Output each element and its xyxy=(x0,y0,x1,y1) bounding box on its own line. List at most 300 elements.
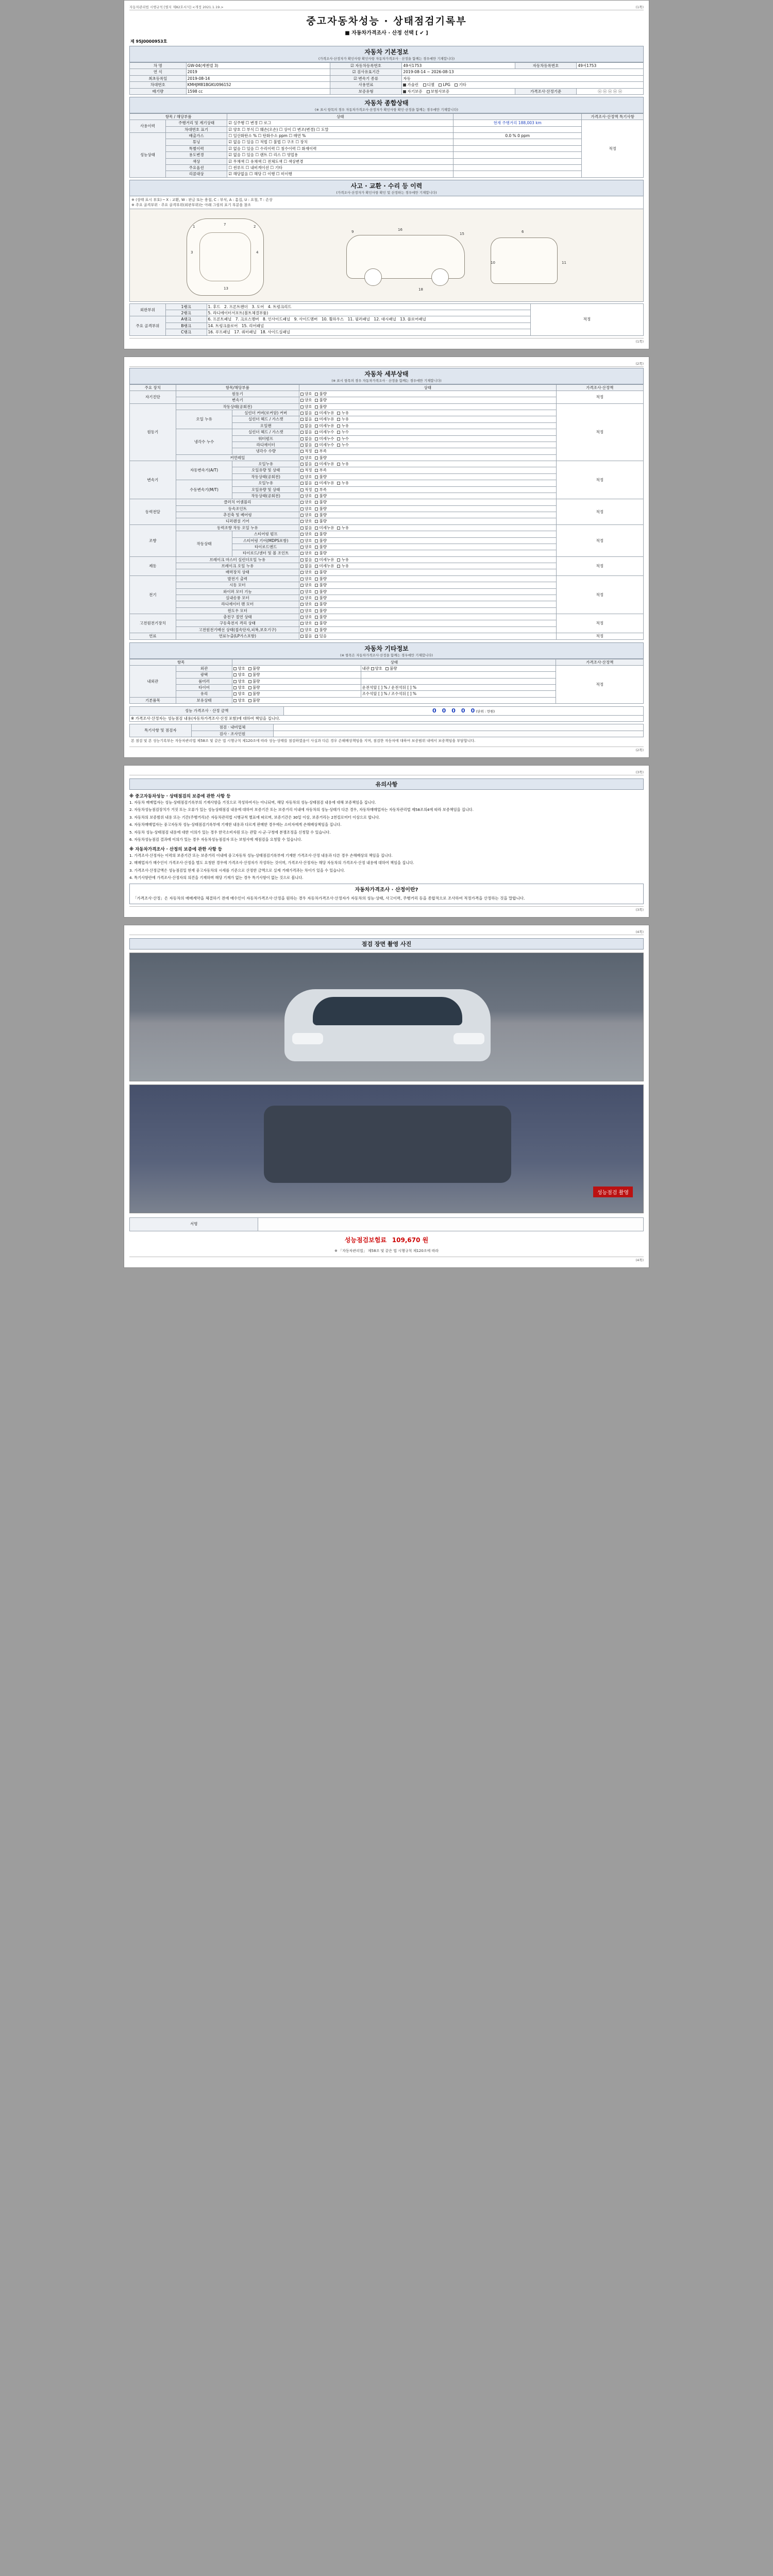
price-definition-box xyxy=(129,884,644,904)
part-label: 오일유량 및 상태 xyxy=(232,486,299,493)
table-row xyxy=(130,614,644,620)
table-header-row xyxy=(130,659,644,665)
part-label: 냉각수 수량 xyxy=(232,448,299,454)
inspector-label: 검사 · 조사인원 xyxy=(191,731,274,737)
page-number: (3쪽) xyxy=(635,770,644,774)
car-diagram-wheel-rear xyxy=(431,268,449,286)
rank-label: C랭크 xyxy=(165,329,207,335)
table-row xyxy=(130,126,644,132)
diagram-marker: 10 xyxy=(491,260,495,265)
form-legal-reference: 자동차관리법 시행규칙 [별지 제82호서식] <개정 2021.1.19.> xyxy=(129,5,224,9)
part-label: 배력장치 상태 xyxy=(176,569,299,575)
price-disclaimer: ※ 가격조사·산정자는 성능점검 내용(자동차가격조사·산정 포함)에 대하여 책임을 집니다. xyxy=(130,715,644,721)
row-state[interactable]: ☐ 일산화탄소 % ☐ 탄화수소 ppm ☐ 매연 % xyxy=(227,133,453,139)
group-note: 적정 xyxy=(556,614,644,633)
table-row xyxy=(130,1217,644,1231)
notice-item: 1. 가격조사·산정자는 이력의 보증기간 또는 보증거리 이내에 중고자동차 성능·상태점검기록부에 기재한 가격조사·산정 내용과 다른 경우 손해배상의 책임을 집니다. xyxy=(129,853,393,858)
table-row xyxy=(130,499,644,505)
col-header-state: 상태 xyxy=(227,113,453,120)
notice-item: 6. 자동차성능점검 결과에 이의가 있는 경우 자동차성능점검자 또는 보험사에 재점검을 요청할 수 있습니다. xyxy=(129,837,303,842)
state-options[interactable]: 없음 미세누유 누유 xyxy=(299,461,556,467)
state-options[interactable]: 양호 불량 xyxy=(232,665,361,671)
state-options[interactable]: 양호 불량 xyxy=(299,575,556,582)
table-row xyxy=(130,120,644,126)
photo-section-title: 점검 장면 촬영 사진 xyxy=(129,938,644,950)
group-label: 내외관 xyxy=(130,665,176,697)
table-row xyxy=(130,731,644,737)
state-options[interactable]: 없음 미세누유 누유 xyxy=(299,410,556,416)
row-extra xyxy=(453,164,582,171)
state-options[interactable]: 양호 불량 xyxy=(232,691,361,697)
state-options[interactable]: 양호 불량 xyxy=(299,397,556,403)
field-value: 2019-08-14 ~ 2026-08-13 xyxy=(402,69,644,75)
car-diagram-wheel-front xyxy=(364,268,382,286)
state-options[interactable]: 양호 불량 xyxy=(299,595,556,601)
detail-state-table xyxy=(129,384,644,640)
state-options-extra xyxy=(361,678,556,684)
row-state[interactable]: ☑ 없음 ☐ 있음 ☐ 렌트 ☐ 리스 ☐ 영업용 xyxy=(227,152,453,158)
group-note: 적정 xyxy=(556,556,644,575)
diagram-marker: 13 xyxy=(224,286,228,291)
rank-items: 14. 트렁크플로어 15. 리어패널 xyxy=(207,323,530,329)
row-label: 배출가스 xyxy=(165,133,227,139)
rank-label: 1랭크 xyxy=(165,303,207,310)
legal-statement: 본 점검 및 본 성능기록부는 자동차관리법 제58조 및 같은 법 시행규칙 제120조에 따라 성능·상태를 점검하였음이 사실과 다른 경우 손해배상책임을 지며, 점검한 자동차에 대하여 보증범위 내에서 보증책임을 부담합니다. xyxy=(131,739,476,743)
field-value: 2019 xyxy=(186,69,330,75)
section-detail-header xyxy=(129,368,644,384)
page-header xyxy=(129,929,644,935)
state-options[interactable]: 없음 미세누수 누수 xyxy=(299,435,556,442)
diagram-marker: 4 xyxy=(256,250,259,255)
col-header-item: 항목 / 해당부품 xyxy=(130,113,227,120)
row-label: 리콜대상 xyxy=(165,171,227,177)
price-table xyxy=(129,706,644,722)
row-label: 주행거리 및 계기상태 xyxy=(165,120,227,126)
part-label: 오일누유 xyxy=(232,480,299,486)
table-row xyxy=(130,665,644,671)
subgroup-label: 수동변속기(M/T) xyxy=(176,480,232,499)
part-label: 워터펌프 xyxy=(232,435,299,442)
row-group-label: 성능상태 xyxy=(130,133,166,178)
notice-title: 유의사항 xyxy=(129,778,644,790)
notice-item: 3. 가격조사·산정금액은 성능점검일 현재 중고자동차의 시세를 기준으로 산정한 금액으로 실제 거래가격과는 차이가 있을 수 있습니다. xyxy=(129,868,345,873)
part-label: 스티어링 펌프 xyxy=(232,531,299,537)
car-damage-diagram[interactable] xyxy=(129,209,644,302)
section-other-subtitle: (※ 항목은 자동차가격조사·산정을 함께는 경우에만 기재합니다) xyxy=(340,653,433,657)
state-options[interactable]: 양호 불량 xyxy=(299,582,556,588)
external-parts-label: 외판부위 xyxy=(130,303,166,316)
part-label: 변속기 xyxy=(176,397,299,403)
table-row xyxy=(130,707,644,716)
state-options[interactable]: 양호 불량 xyxy=(299,601,556,607)
table-row xyxy=(130,556,644,563)
field-label: ☑ 변속기 종류 xyxy=(330,75,402,81)
rank-items: 5. 라디에이터서포트(볼트체결부품) xyxy=(207,310,530,316)
mileage-value: 현재 주행거리 188,003 km xyxy=(453,120,582,126)
overall-state-table xyxy=(129,113,644,178)
rank-label: A랭크 xyxy=(165,316,207,323)
row-state[interactable]: ☑ 해당없음 ☐ 해당 ☐ 이행 ☐ 미이행 xyxy=(227,171,453,177)
diagram-marker: 3 xyxy=(191,250,193,255)
notice-item: 5. 자동차 성능·상태점검 내용에 대한 이의가 있는 경우 한국소비자원 또는 관할 시·군·구청에 분쟁조정을 신청할 수 있습니다. xyxy=(129,829,331,835)
state-options[interactable]: 양호 불량 xyxy=(299,544,556,550)
table-row xyxy=(130,171,644,177)
photo-overlay-text: 성능점검 촬영 xyxy=(593,1187,633,1197)
notice-item: 4. 특기사항란에 가격조사·산정자의 의견을 기재하며 해당 기재가 없는 경우 특기사항이 없는 것으로 봅니다. xyxy=(129,875,304,880)
field-label: 사용연료 xyxy=(330,82,402,88)
table-row xyxy=(130,715,644,721)
part-label: 작동상태(공회전) xyxy=(232,473,299,480)
accident-legend-line-1: ※ (상태 표시 부호) ─ X : 교환, W : 판금 또는 용접, C : 부식, A : 흠집, U : 요철, T : 손상 xyxy=(131,197,273,202)
part-label: 타이로드/센터 및 볼 조인트 xyxy=(232,550,299,556)
part-label: 디퍼렌셜 기어 xyxy=(176,518,299,524)
row-state[interactable]: ☑ 없음 ☐ 있음 ☐ 적법 ☐ 불법 ☐ 구조 ☐ 장치 xyxy=(227,139,453,145)
table-row xyxy=(130,633,644,639)
part-label: 실내송풍 모터 xyxy=(176,595,299,601)
table-header-row xyxy=(130,113,644,120)
section-overall-header xyxy=(129,97,644,113)
state-options[interactable]: 양호 불량 xyxy=(299,505,556,512)
page-number: (1쪽) xyxy=(635,5,644,9)
page-header xyxy=(129,770,644,775)
signature-label: 서명 xyxy=(130,1217,258,1231)
part-label: 발전기 출력 xyxy=(176,575,299,582)
col-header-extra xyxy=(453,113,582,120)
part-label: 실린더 커버(로커암) 커버 xyxy=(232,410,299,416)
group-note: 적정 xyxy=(556,403,644,461)
fuel-option-lpg[interactable]: LPG xyxy=(439,82,450,87)
fee-value: 109,670 원 xyxy=(392,1236,429,1244)
diagram-marker: 6 xyxy=(522,229,524,234)
field-value: ⓞ ⓞ ⓞ ⓞ ⓞ xyxy=(577,88,644,94)
state-options[interactable]: 없음 미세누유 누유 xyxy=(299,416,556,422)
table-row xyxy=(130,724,644,731)
state-options[interactable]: 양호 불량 xyxy=(299,569,556,575)
row-group-label: 사용이력 xyxy=(130,120,166,133)
field-value: 자동 xyxy=(402,75,644,81)
diagram-marker: 7 xyxy=(224,222,226,227)
section-accident-subtitle: (가격조사·산정자가 확인사항 확인 및 산정하는 경우에만 기재합니다) xyxy=(336,190,437,195)
rank-label: 2랭크 xyxy=(165,310,207,316)
warranty-option-insurer[interactable]: 보험사보증 xyxy=(427,89,449,94)
part-label: 동력조향 작동 오일 누유 xyxy=(176,524,299,531)
part-label: 등속조인트 xyxy=(176,505,299,512)
section-overall-title: 자동차 종합상태 xyxy=(364,99,409,107)
rank-items: 1. 후드 2. 프론트펜더 3. 도어 4. 트렁크리드 xyxy=(207,303,530,310)
table-row xyxy=(130,158,644,164)
row-extra xyxy=(453,152,582,158)
price-label: 성능 가격조사 · 산정 금액 xyxy=(130,707,284,716)
state-options[interactable]: 양호 불량 xyxy=(232,672,361,678)
part-label: 오일유량 및 상태 xyxy=(232,467,299,473)
state-options[interactable]: 양호 불량 xyxy=(299,588,556,595)
group-label: 원동기 xyxy=(130,403,176,461)
row-label: 색상 xyxy=(165,158,227,164)
state-options[interactable]: 양호 불량 xyxy=(299,493,556,499)
overall-note: 적정 xyxy=(582,120,644,177)
table-row xyxy=(130,403,644,410)
field-label: 최초등록일 xyxy=(130,75,187,81)
inspector-side-label: 특기사항 및 점검자 xyxy=(130,724,192,737)
row-label: 차대번호 표기 xyxy=(165,126,227,132)
inspection-photo-front xyxy=(129,953,644,1081)
state-options[interactable]: 양호 불량 xyxy=(299,499,556,505)
page-header xyxy=(129,5,644,10)
price-digits[interactable]: 0 0 0 0 0 (단위 : 만원) xyxy=(284,707,644,716)
other-note: 적정 xyxy=(556,665,644,703)
page-4 xyxy=(124,925,649,1268)
diagram-marker: 1 xyxy=(193,224,195,229)
page-number: (4쪽) xyxy=(635,929,644,934)
field-value: KMHJM81BGKU096152 xyxy=(186,82,330,88)
field-label: 가격조사·산정기준 xyxy=(515,88,577,94)
page-number: (2쪽) xyxy=(635,361,644,366)
section-other-header xyxy=(129,642,644,659)
state-options[interactable]: 없음 미세누유 누유 xyxy=(299,480,556,486)
price-definition-body: 「가격조사·산정」은 자동차의 매매계약을 체결하기 전에 매수인이 자동차가격조사·산정을 원하는 경우 자동차가격조사·산정자가 자동차의 성능·상태, 사고이력, 주행거리 등을 종합적으로 조사하여 적정가격을 산정하는 것을 말합니다. xyxy=(133,896,525,901)
subgroup-label: 오일 누유 xyxy=(176,410,232,429)
col-header-note: 가격조사·산정액 특기사항 xyxy=(582,113,644,120)
part-label: 실린더 헤드 / 가스켓 xyxy=(232,416,299,422)
notice-item: 1. 자동차 매매업자는 성능·상태점검기록부의 기재사항을 거짓으로 작성하여서는 아니되며, 해당 자동차의 성능·상태점검 내용에 대해 보증책임을 집니다. xyxy=(129,800,376,805)
part-label: 스티어링 기어(MDPS포함) xyxy=(232,537,299,544)
diagram-marker: 18 xyxy=(418,287,423,292)
field-label: 배기량 xyxy=(130,88,187,94)
signature-field[interactable] xyxy=(258,1217,644,1231)
table-row xyxy=(130,145,644,151)
group-note: 적정 xyxy=(556,461,644,499)
tire-depth[interactable]: 조수석앞 [ ] % / 조수석뒤 [ ] % xyxy=(361,691,556,697)
row-state[interactable]: ☐ 썬루프 ☐ 내비게이션 ☐ 기타 xyxy=(227,164,453,171)
state-options[interactable]: 양호 불량 xyxy=(232,685,361,691)
table-row xyxy=(130,88,644,94)
accident-legend-line-2: ※ 주요 골격부위 · 주요 골격부위(외판부위)는 아래 그림의 표기 부분을 참조 xyxy=(131,202,251,207)
row-state[interactable]: ☑ 없음 ☐ 있음 ☐ 수리이력 ☐ 침수이력 ☐ 화재이력 xyxy=(227,145,453,151)
section-basic-title: 자동차 기본정보 xyxy=(364,48,409,56)
state-options[interactable]: 양호 불량 xyxy=(299,473,556,480)
part-label: 충전구 절연 상태 xyxy=(176,614,299,620)
state-options-extra[interactable]: 내관 양호 불량 xyxy=(361,665,556,671)
page-1 xyxy=(124,0,649,349)
warranty-options xyxy=(402,88,515,94)
field-value: 49서1753 xyxy=(402,63,515,69)
inspector-signature[interactable] xyxy=(274,731,644,737)
state-options[interactable]: 양호 불량 xyxy=(299,512,556,518)
part-label: 라디에이터 xyxy=(232,442,299,448)
signature-table xyxy=(129,1217,644,1231)
notice-head-2: ※ 자동차가격조사 · 산정의 보증에 관한 사항 등 xyxy=(129,846,223,852)
fuel-option-diesel[interactable]: 디젤 xyxy=(423,82,435,87)
row-extra: 0.0 % 0 ppm xyxy=(453,133,582,139)
section-basic-subtitle: (가격조사·산정자가 확인사항 확인사항 자동차가격조사 · 산정을 함께는 경우에만 기재합니다) xyxy=(318,57,455,61)
part-label: 오일누유 xyxy=(232,461,299,467)
part-label: 보유상태 xyxy=(176,697,232,703)
field-label: 차 명 xyxy=(130,63,187,69)
accident-note: 적정 xyxy=(530,303,643,335)
part-label: 연료누출(LP가스포함) xyxy=(176,633,299,639)
part-label: 클러치 어셈블리 xyxy=(176,499,299,505)
field-value: 49서1753 xyxy=(577,63,644,69)
notice-item: 2. 매매업자가 매수인이 가격조사·산정을 별도 요청한 경우에 가격조사·산정자가 작성하는 것이며, 가격조사·산정자는 해당 자동차의 가격조사·산정 내용에 대하여 책임을 집니다. xyxy=(129,860,414,866)
part-label: 윈도우 모터 xyxy=(176,607,299,614)
section-detail-title: 자동차 세부상태 xyxy=(364,370,409,378)
part-label: 작동상태(공회전) xyxy=(232,493,299,499)
row-label: 튜닝 xyxy=(165,139,227,145)
diagram-marker: 2 xyxy=(254,224,256,229)
part-label: 라디에이터 팬 모터 xyxy=(176,601,299,607)
group-label: 조향 xyxy=(130,524,176,556)
row-label: 주요옵션 xyxy=(165,164,227,171)
row-label: 용도변경 xyxy=(165,152,227,158)
state-options[interactable]: 적정 부족 xyxy=(299,448,556,454)
warranty-option-self[interactable]: 자기보증 xyxy=(403,89,422,94)
diagram-marker: 16 xyxy=(398,227,402,232)
price-unit: (단위 : 만원) xyxy=(476,709,495,714)
part-label: 브레이크 오일 누유 xyxy=(176,563,299,569)
table-row xyxy=(130,461,644,467)
table-row xyxy=(130,139,644,145)
part-label: 타이로드엔드 xyxy=(232,544,299,550)
group-label: 고전원전기장치 xyxy=(130,614,176,633)
photo-car-windshield xyxy=(313,997,462,1025)
part-label: 고전원전기배선 상태(접속단자,피복,보호기구) xyxy=(176,626,299,633)
state-options[interactable]: 양호 불량 xyxy=(299,537,556,544)
state-options[interactable]: 없음 미세누유 누유 xyxy=(299,563,556,569)
table-row xyxy=(130,152,644,158)
state-options[interactable]: 없음 미세누수 누수 xyxy=(299,442,556,448)
state-options[interactable]: 적정 부족 xyxy=(299,467,556,473)
state-options[interactable]: 양호 불량 xyxy=(299,391,556,397)
field-label: 연 식 xyxy=(130,69,187,75)
tire-depth[interactable]: 운전석앞 [ ] % / 운전석뒤 [ ] % xyxy=(361,685,556,691)
row-extra xyxy=(453,171,582,177)
rank-label: B랭크 xyxy=(165,323,207,329)
state-options-extra xyxy=(361,672,556,678)
other-info-table xyxy=(129,659,644,704)
part-label: 타이어 xyxy=(176,685,232,691)
table-row xyxy=(130,391,644,397)
table-row xyxy=(130,575,644,582)
document-number: 제 95J0000953호 xyxy=(130,39,167,44)
fee-label: 성능점검보험료 xyxy=(344,1236,386,1244)
state-options[interactable]: 없음 미세누유 누유 xyxy=(299,422,556,429)
fuel-option-gasoline[interactable]: 가솔린 xyxy=(403,82,418,87)
notice-item: 4. 자동차매매업자는 중고자동차 성능·상태점검기록부에 기재한 내용과 다르게 판매한 경우에는 소비자에게 손해배상책임을 집니다. xyxy=(129,822,342,827)
car-diagram-front-view xyxy=(491,238,558,284)
basic-info-table xyxy=(129,62,644,95)
photo-car-underbody xyxy=(264,1106,511,1183)
section-overall-subtitle: (※ 표시 항목의 경우 자동차가격조사·산정자가 확인사항 확인·산정을 함께는 경우에만 기재합니다) xyxy=(314,107,459,112)
row-label: 특별이력 xyxy=(165,145,227,151)
row-state[interactable]: ☑ 실주행 ☐ 변경 ☐ 로그 xyxy=(227,120,453,126)
part-label: 추진축 및 베어링 xyxy=(176,512,299,518)
state-options[interactable]: 양호 불량 xyxy=(299,626,556,633)
car-diagram-top-inner xyxy=(199,232,251,281)
group-label: 자기진단 xyxy=(130,391,176,403)
table-header-row xyxy=(130,384,644,391)
section-detail-subtitle: (※ 표시 항목의 경우 자동차가격조사 · 산정을 함께는 경우에만 기재합니다) xyxy=(331,378,442,383)
part-label: 시동 모터 xyxy=(176,582,299,588)
accident-legend xyxy=(129,196,644,209)
doc-subtitle: ■ 자동차가격조사 · 산정 선택 [ ✔ ] xyxy=(345,30,428,36)
section-basic-info-header xyxy=(129,46,644,62)
inspector-table xyxy=(129,724,644,737)
part-label: 와이퍼 모터 기능 xyxy=(176,588,299,595)
section-other-title: 자동차 기타정보 xyxy=(364,645,409,652)
part-label: 구동축전지 격리 상태 xyxy=(176,620,299,626)
page-header xyxy=(129,361,644,367)
fuel-options xyxy=(402,82,644,88)
state-options[interactable]: 양호 불량 xyxy=(299,620,556,626)
photo-headlight-left xyxy=(292,1033,323,1044)
state-options[interactable]: 양호 불량 xyxy=(232,678,361,684)
state-options[interactable]: 양호 불량 xyxy=(299,550,556,556)
state-options[interactable]: 양호 불량 xyxy=(232,697,556,703)
group-label: 동력전달 xyxy=(130,499,176,525)
part-label: 룸미러 xyxy=(176,678,232,684)
subgroup-label: 냉각수 누수 xyxy=(176,429,232,455)
page-2 xyxy=(124,357,649,758)
fee-row xyxy=(129,1235,644,1244)
state-options[interactable]: 양호 불량 xyxy=(299,403,556,410)
state-options[interactable]: 양호 불량 xyxy=(299,614,556,620)
col-header-item: 항목 xyxy=(130,659,232,665)
part-label: 오일팬 xyxy=(232,422,299,429)
part-label: 브레이크 마스터 실린더오일 누유 xyxy=(176,556,299,563)
page-3 xyxy=(124,765,649,918)
col-header-part: 항목/해당부품 xyxy=(176,384,299,391)
subgroup-label: 작동상태 xyxy=(176,531,232,557)
state-options[interactable]: 없음 미세누유 누유 xyxy=(299,524,556,531)
table-row xyxy=(130,303,644,310)
page-footer: (2쪽) xyxy=(129,747,644,752)
field-label: 차대번호 xyxy=(130,82,187,88)
rank-items: 6. 프론트패널 7. 크로스멤버 8. 인사이드패널 9. 사이드멤버 10. 휠하우스 11. 필러패널 12. 대시패널 13. 플로어패널 xyxy=(207,316,530,323)
state-options[interactable]: 없음 미세누유 누유 xyxy=(299,556,556,563)
state-options[interactable]: 양호 불량 xyxy=(299,607,556,614)
company-signature[interactable] xyxy=(274,724,644,731)
state-options[interactable]: 양호 불량 xyxy=(299,518,556,524)
part-label: 작동상태(공회전) xyxy=(176,403,299,410)
table-row xyxy=(130,164,644,171)
row-state[interactable]: ☑ 양호 ☐ 부식 ☐ 훼손(오손) ☐ 상이 ☐ 변조(변경) ☐ 도말 xyxy=(227,126,453,132)
row-extra xyxy=(453,126,582,132)
row-extra xyxy=(453,158,582,164)
state-options[interactable]: 양호 불량 xyxy=(299,454,556,461)
part-label: 실린더 헤드 / 가스켓 xyxy=(232,429,299,435)
table-row xyxy=(130,63,644,69)
group-label: 연료 xyxy=(130,633,176,639)
row-extra xyxy=(453,145,582,151)
group-note: 적정 xyxy=(556,391,644,403)
state-options[interactable]: 양호 불량 xyxy=(299,531,556,537)
table-row xyxy=(130,524,644,531)
state-options[interactable]: 적정 부족 xyxy=(299,486,556,493)
col-header-price: 가격조사·산정액 xyxy=(556,384,644,391)
row-state[interactable]: ☑ 무채색 ☐ 유채색 ☐ 전체도색 ☐ 색상변경 xyxy=(227,158,453,164)
page-footer: (3쪽) xyxy=(129,906,644,912)
table-row xyxy=(130,133,644,139)
section-accident-title: 사고 · 교환 · 수리 등 이력 xyxy=(350,182,423,190)
page-footer: (1쪽) xyxy=(129,338,644,344)
state-options[interactable]: 없음 있음 xyxy=(299,633,556,639)
field-label: ☑ 자동차등록번호 xyxy=(330,63,402,69)
field-label: 보증유형 xyxy=(330,88,402,94)
field-label: 자동차등록번호 xyxy=(515,63,577,69)
group-note: 적정 xyxy=(556,633,644,639)
state-options[interactable]: 없음 미세누수 누수 xyxy=(299,429,556,435)
fuel-option-etc[interactable]: 기타 xyxy=(455,82,466,87)
